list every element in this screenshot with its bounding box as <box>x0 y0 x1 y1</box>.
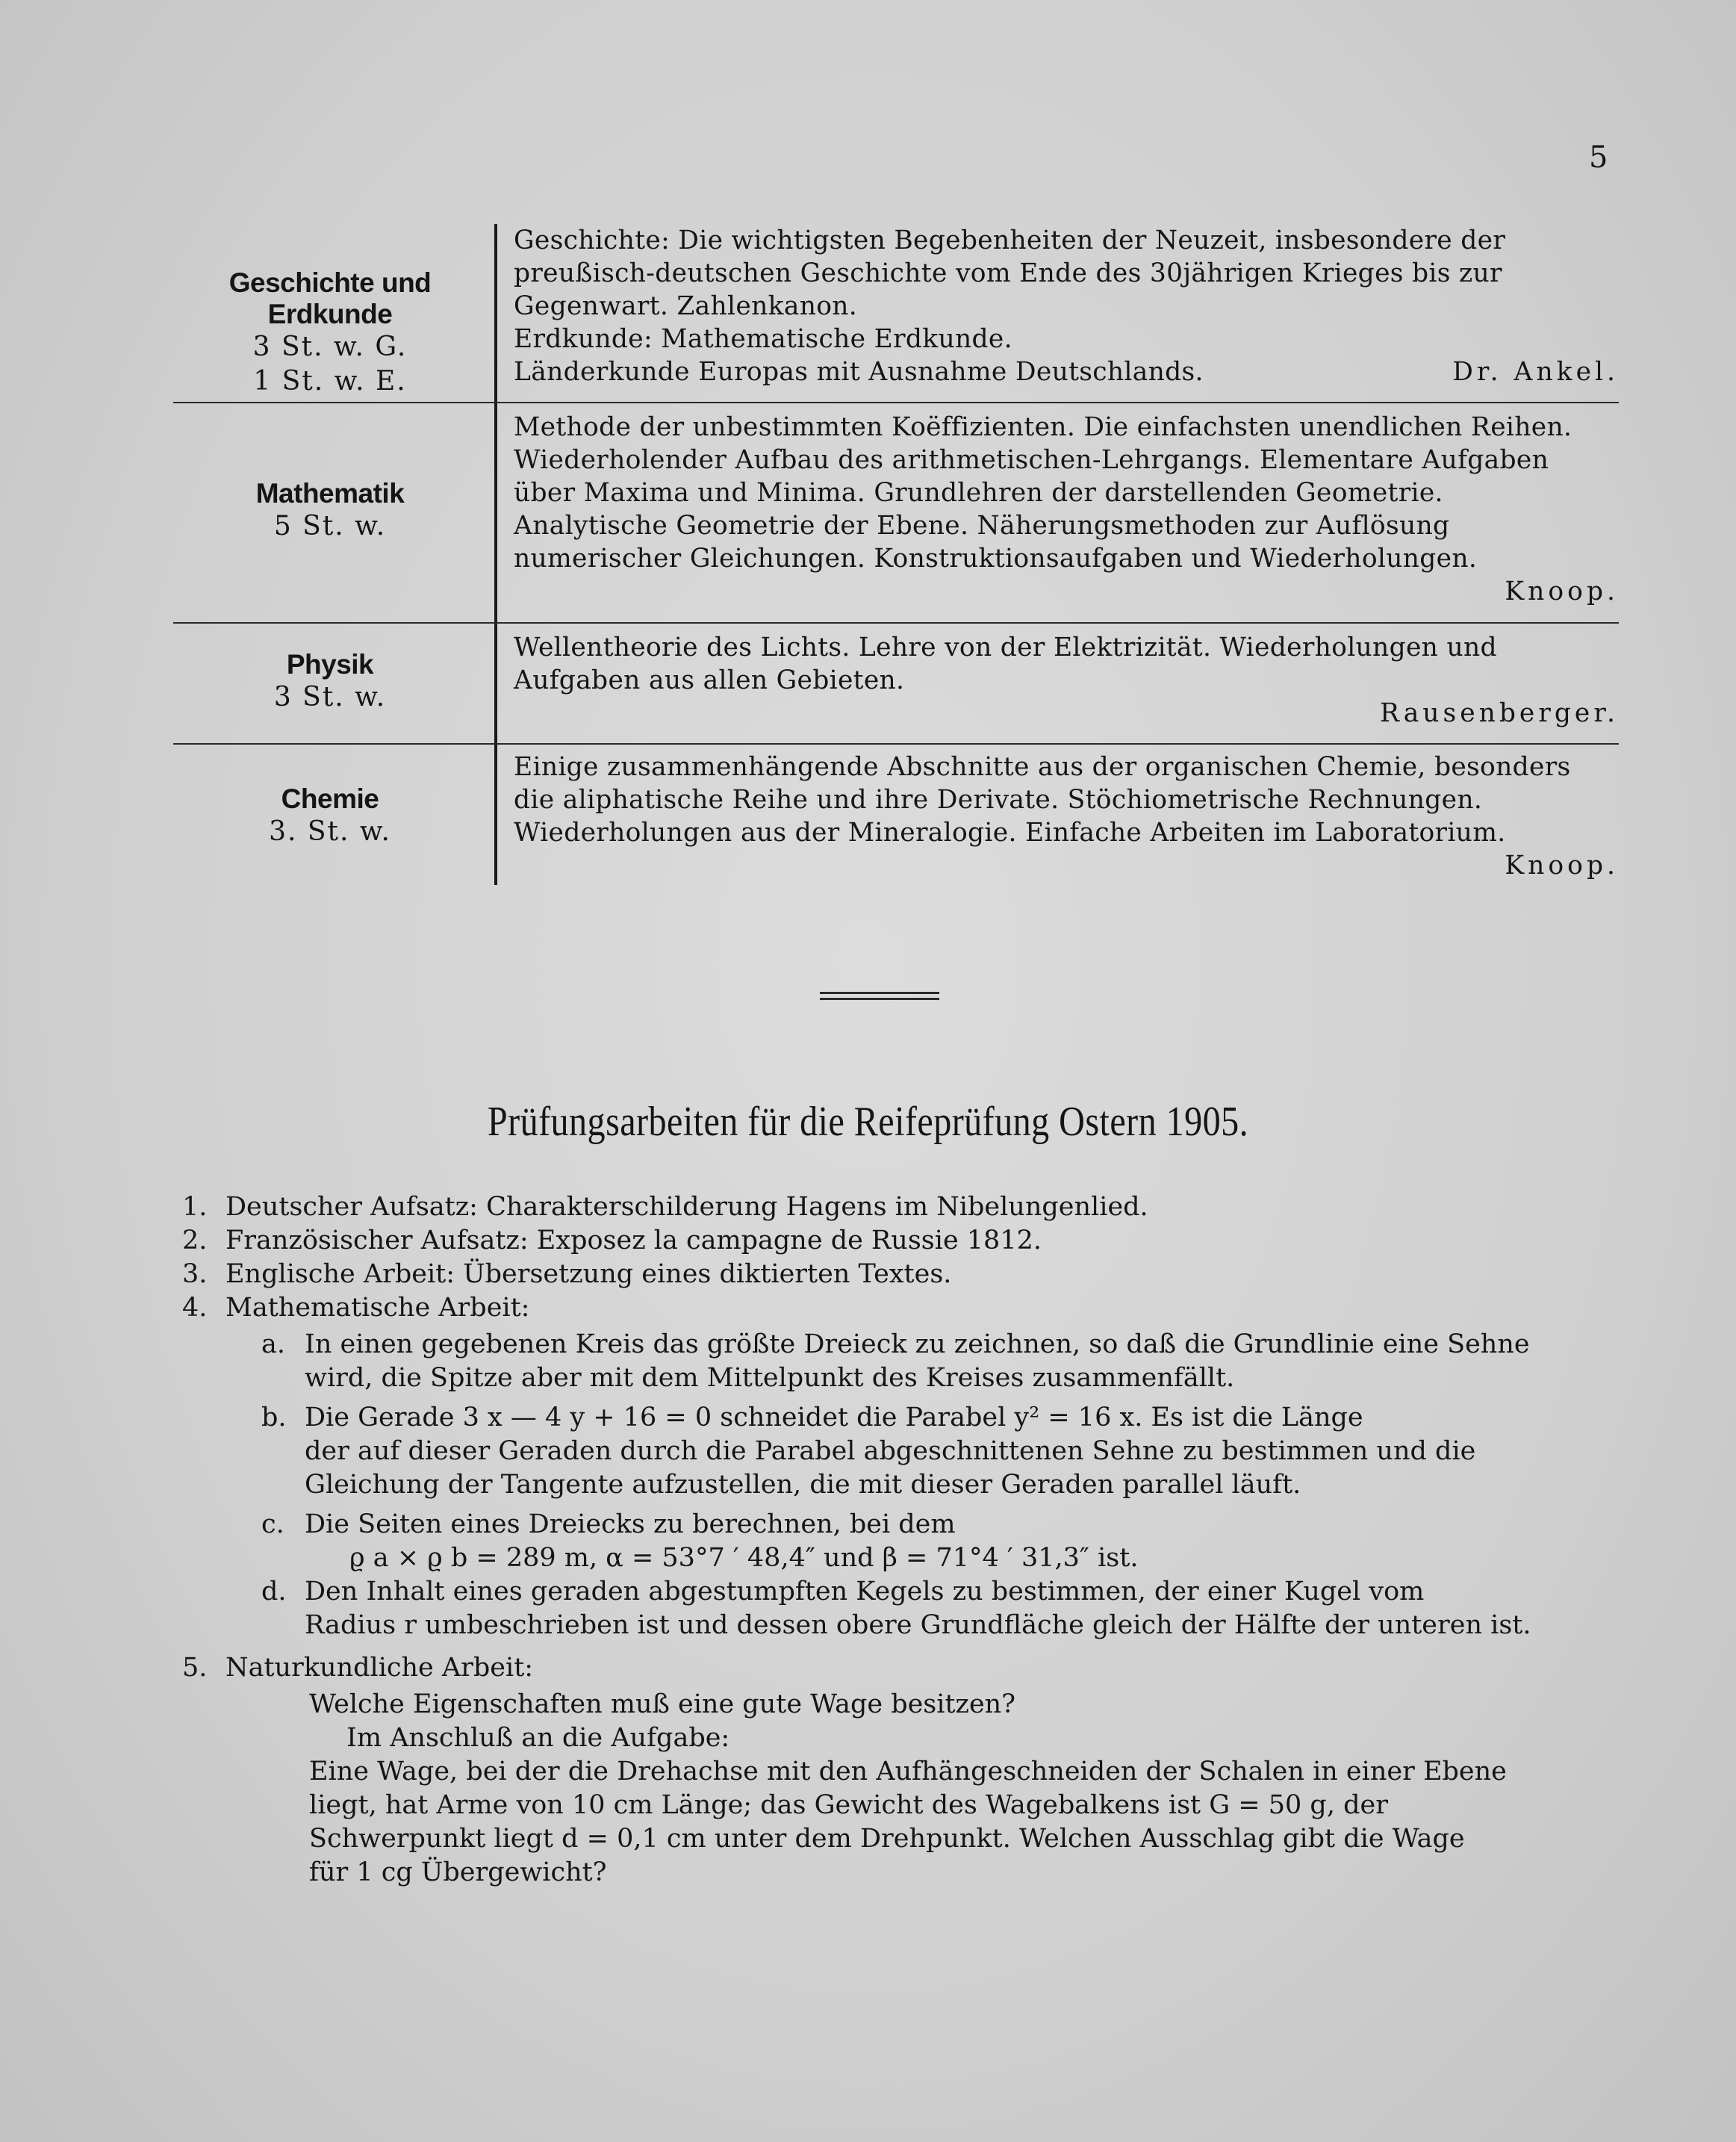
teacher-name: Knoop. <box>1505 577 1619 606</box>
content-text: Länderkunde Europas mit Ausnahme Deutschlands. <box>514 357 1204 387</box>
task-letter: d. <box>261 1577 287 1606</box>
content-line: die aliphatische Reihe und ihre Derivate. Stöchiometrische Rechnungen. <box>514 785 1483 815</box>
exam-text: Englische Arbeit: Übersetzung eines diktierten Textes. <box>225 1259 952 1289</box>
exam-number: 1. <box>182 1192 208 1222</box>
hours: 5 St. w. <box>273 511 387 541</box>
content-line: Wiederholender Aufbau des arithmetischen-Lehrgangs. Elementare Aufgaben <box>514 445 1549 475</box>
hours: 3 St. w. G. <box>252 332 408 362</box>
content-line: Methode der unbestimmten Koëffizienten. Die einfachsten unendlichen Reihen. <box>514 412 1572 442</box>
exam-item <box>182 1291 1623 1325</box>
exam-item <box>182 1258 1623 1291</box>
task-line: Gleichung der Tangente aufzustellen, die mit dieser Geraden parallel läuft. <box>305 1470 1301 1500</box>
task-line: Die Seiten eines Dreiecks zu berechnen, bei dem <box>305 1509 956 1539</box>
content-line: Gegenwart. Zahlenkanon. <box>514 291 858 321</box>
curriculum-row-chemistry <box>173 743 1619 885</box>
exam-item <box>182 1224 1623 1258</box>
content-line: Wiederholungen aus der Mineralogie. Einfache Arbeiten im Laboratorium. <box>514 818 1506 848</box>
content-line: preußisch-deutschen Geschichte vom Ende des 30jährigen Krieges bis zur <box>514 258 1502 288</box>
exam-number: 5. <box>182 1653 208 1683</box>
exam-item <box>182 1190 1623 1224</box>
content-line: Wellentheorie des Lichts. Lehre von der Elektrizität. Wiederholungen und <box>514 633 1497 662</box>
exam-text: Mathematische Arbeit: <box>225 1293 530 1323</box>
separator-line <box>820 992 939 994</box>
task-line: Den Inhalt eines geraden abgestumpften Kegels zu bestimmen, der einer Kugel vom <box>305 1577 1425 1606</box>
exam-item <box>182 1651 1623 1685</box>
curriculum-row-math <box>173 402 1619 622</box>
formula-line: ϱ a × ϱ b = 289 m, α = 53°7 ′ 48,4″ und β = 71°4 ′ 31,3″ ist. <box>349 1543 1139 1573</box>
subject-name: Physik <box>286 649 374 680</box>
content-line: numerischer Gleichungen. Konstruktionsaufgaben und Wiederholungen. <box>514 544 1478 574</box>
exam-text: Französischer Aufsatz: Exposez la campagne de Russie 1812. <box>225 1226 1042 1255</box>
nature-intro: Im Anschluß an die Aufgabe: <box>346 1723 730 1753</box>
content-cell <box>514 411 1619 608</box>
nature-line: Schwerpunkt liegt d = 0,1 cm unter dem Drehpunkt. Welchen Ausschlag gibt die Wage <box>309 1824 1465 1854</box>
task-letter: a. <box>261 1329 285 1359</box>
exam-text: Naturkundliche Arbeit: <box>225 1653 534 1683</box>
nature-task <box>309 1688 1623 1890</box>
nature-question: Welche Eigenschaften muß eine gute Wage besitzen? <box>309 1689 1015 1719</box>
task-line: der auf dieser Geraden durch die Parabel abgeschnittenen Sehne zu bestimmen und die <box>305 1436 1476 1466</box>
curriculum-row-physics <box>173 622 1619 743</box>
teacher-name: Knoop. <box>1505 851 1619 881</box>
subject-cell <box>173 783 487 849</box>
content-cell <box>514 751 1619 882</box>
task-line: wird, die Spitze aber mit dem Mittelpunkt des Kreises zusammenfällt. <box>305 1363 1235 1393</box>
content-line: Erdkunde: Mathematische Erdkunde. <box>514 324 1012 354</box>
nature-line: für 1 cg Übergewicht? <box>309 1857 607 1887</box>
content-line <box>514 356 1619 388</box>
task-line: In einen gegebenen Kreis das größte Dreieck zu zeichnen, so daß die Grundlinie eine Sehne <box>305 1329 1530 1359</box>
math-task <box>261 1401 1623 1502</box>
hours: 1 St. w. E. <box>253 366 407 397</box>
nature-line: Eine Wage, bei der die Drehachse mit den Aufhängeschneiden der Schalen in einer Ebene <box>309 1757 1507 1786</box>
subject-cell <box>173 478 487 544</box>
content-line: Aufgaben aus allen Gebieten. <box>514 665 905 695</box>
content-cell <box>514 631 1619 730</box>
math-task <box>261 1328 1623 1395</box>
task-line: Radius r umbeschrieben ist und dessen obere Grundfläche gleich der Hälfte der unteren ist. <box>305 1610 1531 1640</box>
separator-line <box>820 998 939 1000</box>
math-task <box>261 1508 1623 1575</box>
exam-number: 4. <box>182 1293 208 1323</box>
teacher-name: Rausenberger. <box>1379 698 1619 728</box>
exam-list <box>182 1190 1623 1890</box>
subject-cell <box>173 267 487 399</box>
nature-line: liegt, hat Arme von 10 cm Länge; das Gewicht des Wagebalkens ist G = 50 g, der <box>309 1790 1388 1820</box>
exam-number: 3. <box>182 1259 208 1289</box>
content-line: über Maxima und Minima. Grundlehren der darstellenden Geometrie. <box>514 478 1443 508</box>
content-line: Analytische Geometrie der Ebene. Näherungsmethoden zur Auflösung <box>514 511 1450 541</box>
exam-heading: Prüfungsarbeiten für die Reifeprüfung Ostern 1905. <box>487 1099 1249 1145</box>
content-cell <box>514 224 1619 388</box>
exam-text: Deutscher Aufsatz: Charakterschilderung Hagens im Nibelungenlied. <box>225 1192 1148 1222</box>
page-number: 5 <box>1589 140 1608 175</box>
hours: 3 St. w. <box>273 682 387 713</box>
section-separator <box>820 992 939 1004</box>
content-line: Einige zusammenhängende Abschnitte aus der organischen Chemie, besonders <box>514 752 1571 782</box>
task-line: Die Gerade 3 x — 4 y + 16 = 0 schneidet die Parabel y² = 16 x. Es ist die Länge <box>305 1403 1363 1432</box>
curriculum-table <box>173 224 1619 885</box>
subject-name: Chemie <box>281 783 379 814</box>
teacher-name: Dr. Ankel. <box>1452 357 1619 387</box>
exam-number: 2. <box>182 1226 208 1255</box>
content-line: Geschichte: Die wichtigsten Begebenheiten der Neuzeit, insbesondere der <box>514 226 1506 255</box>
task-letter: b. <box>261 1403 287 1432</box>
subject-name: Geschichte und Erdkunde <box>228 267 432 329</box>
subject-name: Mathematik <box>255 478 405 509</box>
math-task <box>261 1575 1623 1642</box>
curriculum-row-history <box>173 224 1619 402</box>
hours: 3. St. w. <box>269 816 391 847</box>
task-letter: c. <box>261 1509 284 1539</box>
subject-cell <box>173 649 487 715</box>
